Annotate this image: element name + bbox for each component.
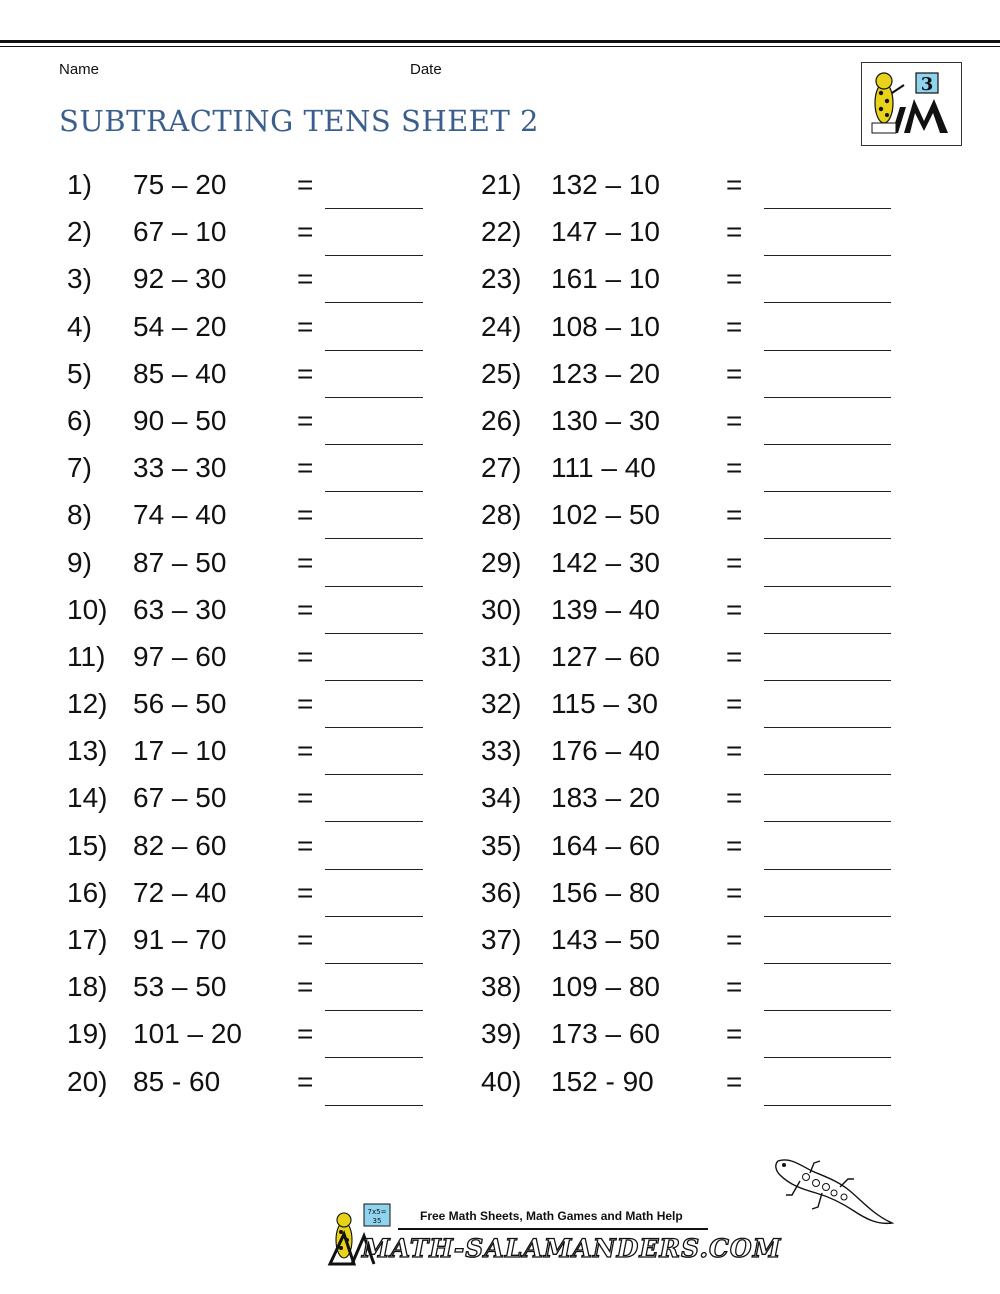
answer-line[interactable] xyxy=(325,444,423,445)
answer-line[interactable] xyxy=(325,1105,423,1106)
problem-number: 4) xyxy=(67,310,92,342)
problem-number: 18) xyxy=(67,971,108,1003)
equals-sign: = xyxy=(297,452,314,484)
problem-number: 17) xyxy=(67,924,108,955)
problem-expression: 164 – 60 xyxy=(551,829,660,861)
equals-sign: = xyxy=(297,546,314,578)
answer-line[interactable] xyxy=(325,633,423,634)
equals-sign: = xyxy=(726,924,743,955)
problem-number: 33) xyxy=(481,735,522,767)
page-title: SUBTRACTING TENS SHEET 2 xyxy=(59,104,539,138)
answer-line[interactable] xyxy=(764,963,891,964)
equals-sign: = xyxy=(297,688,314,720)
equals-sign: = xyxy=(297,404,314,436)
answer-line[interactable] xyxy=(325,1010,423,1011)
equals-sign: = xyxy=(726,546,743,578)
equals-sign: = xyxy=(726,688,743,720)
equals-sign: = xyxy=(726,404,743,436)
answer-line[interactable] xyxy=(764,727,891,728)
problem-expression: 72 – 40 xyxy=(133,876,227,908)
equals-sign: = xyxy=(726,263,743,295)
equals-sign: = xyxy=(726,499,743,531)
answer-line[interactable] xyxy=(764,1057,891,1058)
equals-sign: = xyxy=(297,216,314,248)
answer-line[interactable] xyxy=(764,444,891,445)
answer-line[interactable] xyxy=(325,727,423,728)
answer-line[interactable] xyxy=(764,774,891,775)
answer-line[interactable] xyxy=(764,680,891,681)
problem-expression: 111 – 40 xyxy=(551,452,656,484)
problem-expression: 85 – 40 xyxy=(133,357,227,389)
problem-expression: 152 - 90 xyxy=(551,1065,654,1097)
top-rule xyxy=(0,40,1000,43)
problem-expression: 109 – 80 xyxy=(551,971,660,1003)
answer-line[interactable] xyxy=(325,491,423,492)
problem-number: 40) xyxy=(481,1065,522,1097)
answer-line[interactable] xyxy=(764,1105,891,1106)
top-rule-thin xyxy=(0,46,1000,47)
problem-number: 3) xyxy=(67,263,92,295)
problem-expression: 56 – 50 xyxy=(133,688,227,720)
answer-line[interactable] xyxy=(325,255,423,256)
problem-number: 28) xyxy=(481,499,522,531)
answer-line[interactable] xyxy=(764,397,891,398)
answer-line[interactable] xyxy=(325,586,423,587)
equals-sign: = xyxy=(297,924,314,955)
answer-line[interactable] xyxy=(764,302,891,303)
equals-sign: = xyxy=(726,593,743,625)
equals-sign: = xyxy=(297,499,314,531)
problem-expression: 123 – 20 xyxy=(551,357,660,389)
equals-sign: = xyxy=(726,876,743,908)
answer-line[interactable] xyxy=(325,538,423,539)
answer-line[interactable] xyxy=(325,869,423,870)
problem-expression: 54 – 20 xyxy=(133,310,227,342)
equals-sign: = xyxy=(297,357,314,389)
answer-line[interactable] xyxy=(325,302,423,303)
problem-number: 31) xyxy=(481,640,522,672)
problem-expression: 147 – 10 xyxy=(551,216,660,248)
equals-sign: = xyxy=(297,593,314,625)
problem-expression: 143 – 50 xyxy=(551,924,660,955)
answer-line[interactable] xyxy=(764,350,891,351)
problem-number: 15) xyxy=(67,829,108,861)
problem-number: 32) xyxy=(481,688,522,720)
equals-sign: = xyxy=(297,169,314,200)
equals-sign: = xyxy=(726,782,743,814)
problem-expression: 85 - 60 xyxy=(133,1065,221,1097)
equals-sign: = xyxy=(726,357,743,389)
equals-sign: = xyxy=(726,735,743,767)
problem-number: 14) xyxy=(67,782,108,814)
answer-line[interactable] xyxy=(325,350,423,351)
problem-number: 27) xyxy=(481,452,522,484)
answer-line[interactable] xyxy=(764,538,891,539)
problem-number: 9) xyxy=(67,546,92,578)
answer-line[interactable] xyxy=(325,821,423,822)
answer-line[interactable] xyxy=(325,397,423,398)
salamander-illustration xyxy=(770,1155,895,1240)
problem-expression: 53 – 50 xyxy=(133,971,227,1003)
problem-number: 36) xyxy=(481,876,522,908)
date-label: Date xyxy=(410,61,442,78)
problem-number: 26) xyxy=(481,404,522,436)
problem-number: 19) xyxy=(67,1018,108,1050)
problem-number: 13) xyxy=(67,735,108,767)
equals-sign: = xyxy=(297,782,314,814)
answer-line[interactable] xyxy=(325,916,423,917)
footer-tagline: Free Math Sheets, Math Games and Math Help xyxy=(420,1209,683,1223)
problem-expression: 156 – 80 xyxy=(551,876,660,908)
svg-text:35: 35 xyxy=(372,1217,382,1225)
problem-expression: 142 – 30 xyxy=(551,546,660,578)
answer-line[interactable] xyxy=(764,255,891,256)
problem-expression: 115 – 30 xyxy=(551,688,658,720)
answer-line[interactable] xyxy=(764,491,891,492)
svg-text:7x5=: 7x5= xyxy=(367,1208,387,1216)
problem-number: 39) xyxy=(481,1018,522,1050)
problem-expression: 90 – 50 xyxy=(133,404,227,436)
problem-number: 38) xyxy=(481,971,522,1003)
equals-sign: = xyxy=(726,169,743,200)
answer-line[interactable] xyxy=(764,633,891,634)
equals-sign: = xyxy=(726,1065,743,1097)
equals-sign: = xyxy=(297,640,314,672)
problem-number: 2) xyxy=(67,216,92,248)
problem-expression: 176 – 40 xyxy=(551,735,660,767)
grade-badge-text: 3 xyxy=(920,74,934,95)
problem-expression: 161 – 10 xyxy=(551,263,660,295)
problem-number: 21) xyxy=(481,169,522,200)
equals-sign: = xyxy=(297,1018,314,1050)
answer-line[interactable] xyxy=(325,963,423,964)
equals-sign: = xyxy=(297,735,314,767)
problem-number: 34) xyxy=(481,782,522,814)
problem-expression: 67 – 50 xyxy=(133,782,227,814)
problem-number: 35) xyxy=(481,829,522,861)
problem-expression: 82 – 60 xyxy=(133,829,227,861)
answer-line[interactable] xyxy=(325,208,423,209)
equals-sign: = xyxy=(726,216,743,248)
problem-expression: 102 – 50 xyxy=(551,499,660,531)
answer-line[interactable] xyxy=(764,1010,891,1011)
problem-number: 30) xyxy=(481,593,522,625)
problem-expression: 101 – 20 xyxy=(133,1018,242,1050)
footer-rule xyxy=(398,1228,708,1230)
equals-sign: = xyxy=(297,876,314,908)
problem-number: 11) xyxy=(67,640,106,672)
problem-expression: 87 – 50 xyxy=(133,546,227,578)
problem-number: 37) xyxy=(481,924,522,955)
grade-logo xyxy=(861,62,962,146)
footer-site-name: MATH-SALAMANDERS.COM xyxy=(362,1234,782,1263)
problem-number: 25) xyxy=(481,357,522,389)
problem-expression: 183 – 20 xyxy=(551,782,660,814)
name-label: Name xyxy=(59,61,100,78)
salamander-logo-icon xyxy=(862,63,961,145)
problem-expression: 130 – 30 xyxy=(551,404,660,436)
equals-sign: = xyxy=(726,971,743,1003)
equals-sign: = xyxy=(726,310,743,342)
equals-sign: = xyxy=(297,971,314,1003)
problem-expression: 127 – 60 xyxy=(551,640,660,672)
equals-sign: = xyxy=(297,263,314,295)
problem-expression: 108 – 10 xyxy=(551,310,660,342)
problem-expression: 63 – 30 xyxy=(133,593,227,625)
equals-sign: = xyxy=(726,829,743,861)
problem-number: 24) xyxy=(481,310,522,342)
answer-line[interactable] xyxy=(325,774,423,775)
equals-sign: = xyxy=(726,452,743,484)
problem-expression: 139 – 40 xyxy=(551,593,660,625)
answer-line[interactable] xyxy=(764,916,891,917)
answer-line[interactable] xyxy=(325,1057,423,1058)
problem-number: 16) xyxy=(67,876,108,908)
equals-sign: = xyxy=(297,1065,314,1097)
problem-number: 20) xyxy=(67,1065,108,1097)
answer-line[interactable] xyxy=(764,821,891,822)
problem-expression: 91 – 70 xyxy=(133,924,227,955)
problem-number: 5) xyxy=(67,357,92,389)
problem-number: 23) xyxy=(481,263,522,295)
equals-sign: = xyxy=(297,310,314,342)
answer-line[interactable] xyxy=(764,869,891,870)
answer-line[interactable] xyxy=(764,208,891,209)
equals-sign: = xyxy=(297,829,314,861)
answer-line[interactable] xyxy=(764,586,891,587)
answer-line[interactable] xyxy=(325,680,423,681)
problem-expression: 173 – 60 xyxy=(551,1018,660,1050)
problem-expression: 33 – 30 xyxy=(133,452,227,484)
problem-number: 10) xyxy=(67,593,108,625)
equals-sign: = xyxy=(726,640,743,672)
problem-number: 7) xyxy=(67,452,92,484)
problem-number: 1) xyxy=(67,169,92,200)
problem-number: 22) xyxy=(481,216,522,248)
problem-expression: 132 – 10 xyxy=(551,169,660,200)
problem-expression: 67 – 10 xyxy=(133,216,227,248)
problem-number: 29) xyxy=(481,546,522,578)
salamander-icon xyxy=(770,1155,895,1235)
problem-number: 12) xyxy=(67,688,108,720)
problem-expression: 74 – 40 xyxy=(133,499,227,531)
problem-number: 8) xyxy=(67,499,92,531)
problem-expression: 97 – 60 xyxy=(133,640,227,672)
problem-expression: 17 – 10 xyxy=(133,735,227,767)
problem-expression: 75 – 20 xyxy=(133,169,227,200)
equals-sign: = xyxy=(726,1018,743,1050)
problem-number: 6) xyxy=(67,404,92,436)
problem-expression: 92 – 30 xyxy=(133,263,227,295)
